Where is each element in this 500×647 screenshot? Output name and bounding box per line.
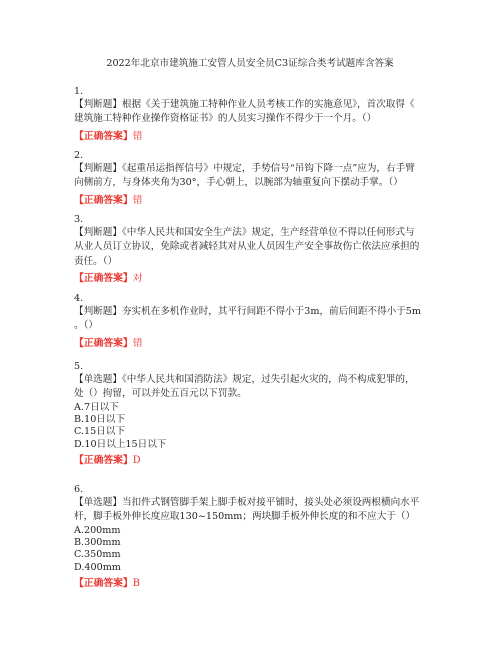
document-title: 2022年北京市建筑施工安管人员安全员C3证综合类考试题库含答案 — [106, 58, 394, 69]
option-d: D.400mm — [74, 561, 121, 573]
question-text-line: 责任。（） — [74, 255, 118, 267]
question-number: 4. — [74, 293, 84, 304]
answer-value: D — [132, 455, 141, 467]
answer-line — [74, 577, 430, 590]
question-number: 5. — [74, 361, 84, 372]
question-1 — [74, 86, 430, 143]
answer-line — [74, 130, 430, 143]
option-b: B.300mm — [74, 537, 121, 548]
option-b: B.10日以下 — [74, 414, 126, 425]
question-text-line: 【单选题】当扣件式钢管脚手架上脚手板对接平铺时，接头处必须设两根横向水平 — [74, 497, 420, 508]
question-text-line: 【判断题】《起重吊运指挥信号》中规定，手势信号“吊钩下降一点”应为，右手臂 — [74, 163, 415, 174]
question-number: 2. — [74, 150, 84, 161]
question-number: 3. — [74, 214, 84, 225]
answer-value: 错 — [132, 194, 143, 206]
answer-label: 【正确答案】 — [74, 578, 133, 590]
question-text-line: 。（） — [74, 320, 98, 332]
option-c: C.15日以下 — [74, 426, 126, 438]
question-text-line: 杆，脚手板外伸长度应取130~150mm；两块脚手板外伸长度的和不应大于（） — [74, 511, 416, 523]
question-5 — [74, 361, 430, 467]
option-c: C.350mm — [74, 549, 121, 561]
answer-label: 【正确答案】 — [74, 130, 133, 142]
answer-label: 【正确答案】 — [74, 272, 133, 284]
answer-label: 【正确答案】 — [74, 455, 133, 467]
answer-line — [74, 272, 430, 285]
question-number: 6. — [74, 484, 84, 495]
question-text-line: 从业人员订立协议，免除或者减轻其对从业人员因生产安全事故伤亡依法应承担的 — [74, 241, 420, 253]
option-a: A.200mm — [74, 524, 121, 536]
option-a: A.7日以下 — [74, 401, 119, 413]
question-text-line: 处（）拘留，可以并处五百元以下罚款。 — [74, 388, 247, 400]
question-text-line: 【判断题】《中华人民共和国安全生产法》规定，生产经营单位不得以任何形式与 — [74, 227, 415, 238]
question-text-line: 【单选题】《中华人民共和国消防法》规定，过失引起火灾的，尚不构成犯罪的， — [74, 374, 415, 385]
question-2 — [74, 150, 430, 207]
question-3 — [74, 214, 430, 285]
question-text-line: 【判断题】根据《关于建筑施工特种作业人员考核工作的实施意见》，首次取得《 — [74, 99, 415, 110]
question-number: 1. — [74, 86, 84, 97]
answer-value: 错 — [132, 337, 143, 349]
option-d: D.10日以上15日以下 — [74, 438, 167, 450]
answer-value: B — [132, 578, 140, 590]
question-text-line: 【判断题】夯实机在多机作业时，其平行间距不得小于3m，前后间距不得小于5m — [74, 306, 421, 317]
answer-value: 对 — [132, 272, 143, 284]
answer-line — [74, 337, 430, 350]
question-text-line: 向侧前方，与身体夹角为30°，手心朝上，以腕部为轴重复向下摆动手掌。（） — [74, 177, 403, 189]
question-4 — [74, 293, 430, 350]
answer-label: 【正确答案】 — [74, 337, 133, 349]
question-6 — [74, 484, 430, 590]
answer-line — [74, 454, 430, 467]
answer-line — [74, 194, 430, 207]
answer-label: 【正确答案】 — [74, 194, 133, 206]
question-text-line: 建筑施工特种作业操作资格证书》的人员实习操作不得少于一个月。（） — [74, 113, 377, 125]
answer-value: 错 — [132, 130, 143, 142]
